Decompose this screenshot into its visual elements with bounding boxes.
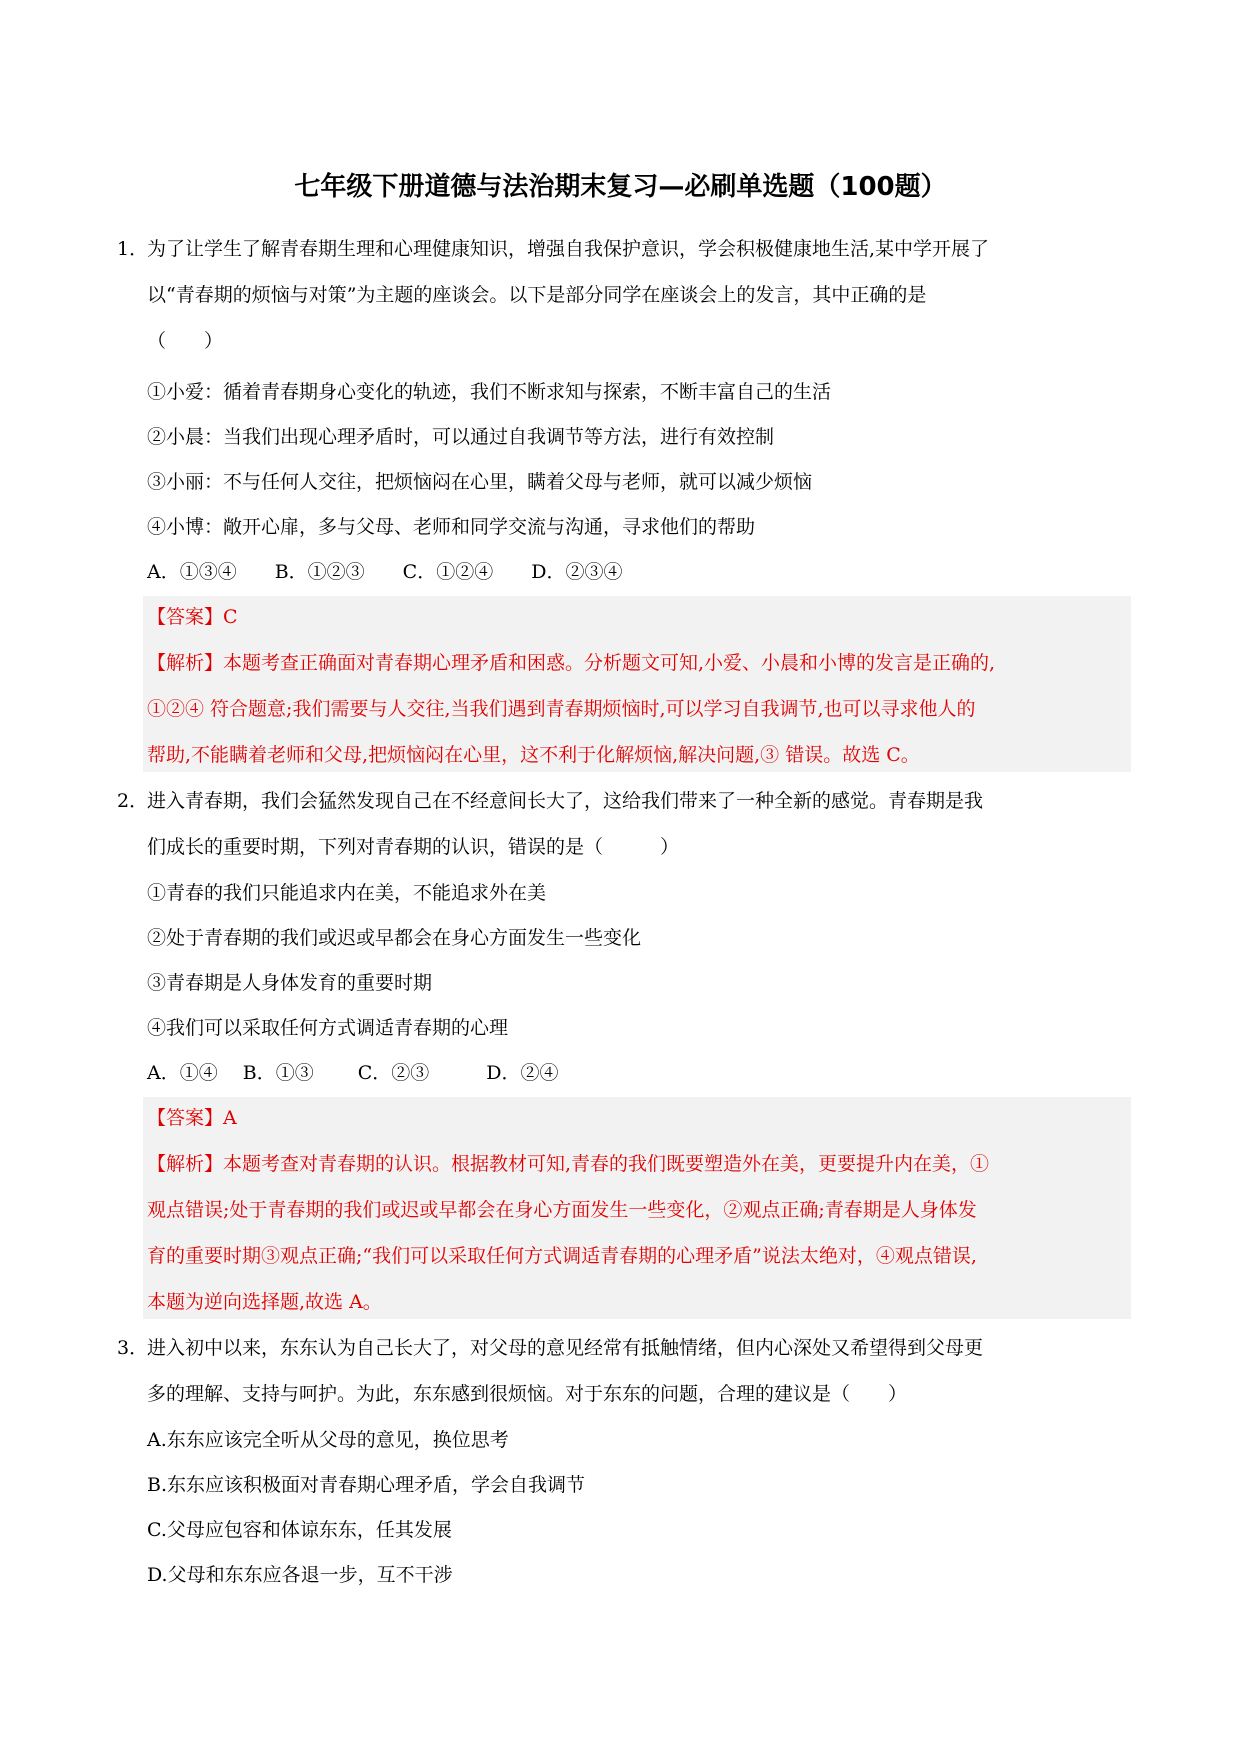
question-3-number: 3． <box>117 1337 149 1359</box>
question-1-item-2: ②小晨：当我们出现心理矛盾时，可以通过自我调节等方法，进行有效控制 <box>147 426 775 448</box>
question-3-option-b: B.东东应该积极面对青春期心理矛盾，学会自我调节 <box>147 1474 586 1496</box>
question-2-options: A．①④ B．①③ C．②③ D．②④ <box>147 1062 559 1084</box>
question-3-option-d: D.父母和东东应各退一步，互不干涉 <box>147 1564 453 1586</box>
question-2-stem-line-1: 进入青春期，我们会猛然发现自己在不经意间长大了，这给我们带来了一种全新的感觉。青春期是我 <box>147 790 984 812</box>
question-1-answer: 【答案】C <box>147 606 238 628</box>
question-1-item-3: ③小丽：不与任何人交往，把烦恼闷在心里，瞒着父母与老师，就可以减少烦恼 <box>147 471 813 493</box>
question-1-analysis-line-2: ①②④ 符合题意;我们需要与人交往,当我们遇到青春期烦恼时,可以学习自我调节,也可以寻求他人的 <box>147 698 976 720</box>
question-2-analysis-line-2: 观点错误;处于青春期的我们或迟或早都会在身心方面发生一些变化，②观点正确;青春期是人身体发 <box>147 1199 977 1221</box>
question-3-option-c: C.父母应包容和体谅东东，任其发展 <box>147 1519 452 1541</box>
question-1-item-4: ④小博：敞开心扉，多与父母、老师和同学交流与沟通，寻求他们的帮助 <box>147 516 756 538</box>
question-2-analysis-line-4: 本题为逆向选择题,故选 A。 <box>147 1291 382 1313</box>
question-3-option-a: A.东东应该完全听从父母的意见，换位思考 <box>147 1429 509 1451</box>
question-2-analysis-line-3: 育的重要时期③观点正确;“我们可以采取任何方式调适青春期的心理矛盾”说法太绝对，④观点错误, <box>147 1245 977 1267</box>
question-1-analysis-line-3: 帮助,不能瞒着老师和父母,把烦恼闷在心里，这不利于化解烦恼,解决问题,③ 错误。故选 C。 <box>147 744 920 766</box>
question-1-analysis-line-1: 【解析】本题考查正确面对青春期心理矛盾和困惑。分析题文可知,小爱、小晨和小博的发言是正确的, <box>147 652 996 674</box>
question-1-number: 1． <box>117 238 149 260</box>
question-1-stem-line-3: （ ） <box>147 330 224 352</box>
question-3-stem-line-2: 多的理解、支持与呵护。为此，东东感到很烦恼。对于东东的问题，合理的建议是（ ） <box>147 1383 908 1405</box>
question-2-answer: 【答案】A <box>147 1107 237 1129</box>
question-1-options: A．①③④ B．①②③ C．①②④ D．②③④ <box>147 561 623 583</box>
question-1-stem-line-2: 以“青春期的烦恼与对策”为主题的座谈会。以下是部分同学在座谈会上的发言，其中正确的是 <box>147 284 927 306</box>
question-2-number: 2． <box>117 790 149 812</box>
question-2-stem-line-2: 们成长的重要时期，下列对青春期的认识，错误的是（ ） <box>147 836 680 858</box>
question-1-item-1: ①小爱：循着青春期身心变化的轨迹，我们不断求知与探索，不断丰富自己的生活 <box>147 381 832 403</box>
question-3-stem-line-1: 进入初中以来，东东认为自己长大了，对父母的意见经常有抵触情绪，但内心深处又希望得到父母更 <box>147 1337 984 1359</box>
question-1-stem-line-1: 为了让学生了解青春期生理和心理健康知识，增强自我保护意识，学会积极健康地生活,某中学开展了 <box>147 238 990 260</box>
question-2-item-3: ③青春期是人身体发育的重要时期 <box>147 972 433 994</box>
question-2-item-1: ①青春的我们只能追求内在美，不能追求外在美 <box>147 882 547 904</box>
question-2-item-4: ④我们可以采取任何方式调适青春期的心理 <box>147 1017 509 1039</box>
question-2-item-2: ②处于青春期的我们或迟或早都会在身心方面发生一些变化 <box>147 927 642 949</box>
question-2-analysis-line-1: 【解析】本题考查对青春期的认识。根据教材可知,青春的我们既要塑造外在美，更要提升内在美，① <box>147 1153 990 1175</box>
page-title: 七年级下册道德与法治期末复习—必刷单选题（100题） <box>294 172 947 202</box>
